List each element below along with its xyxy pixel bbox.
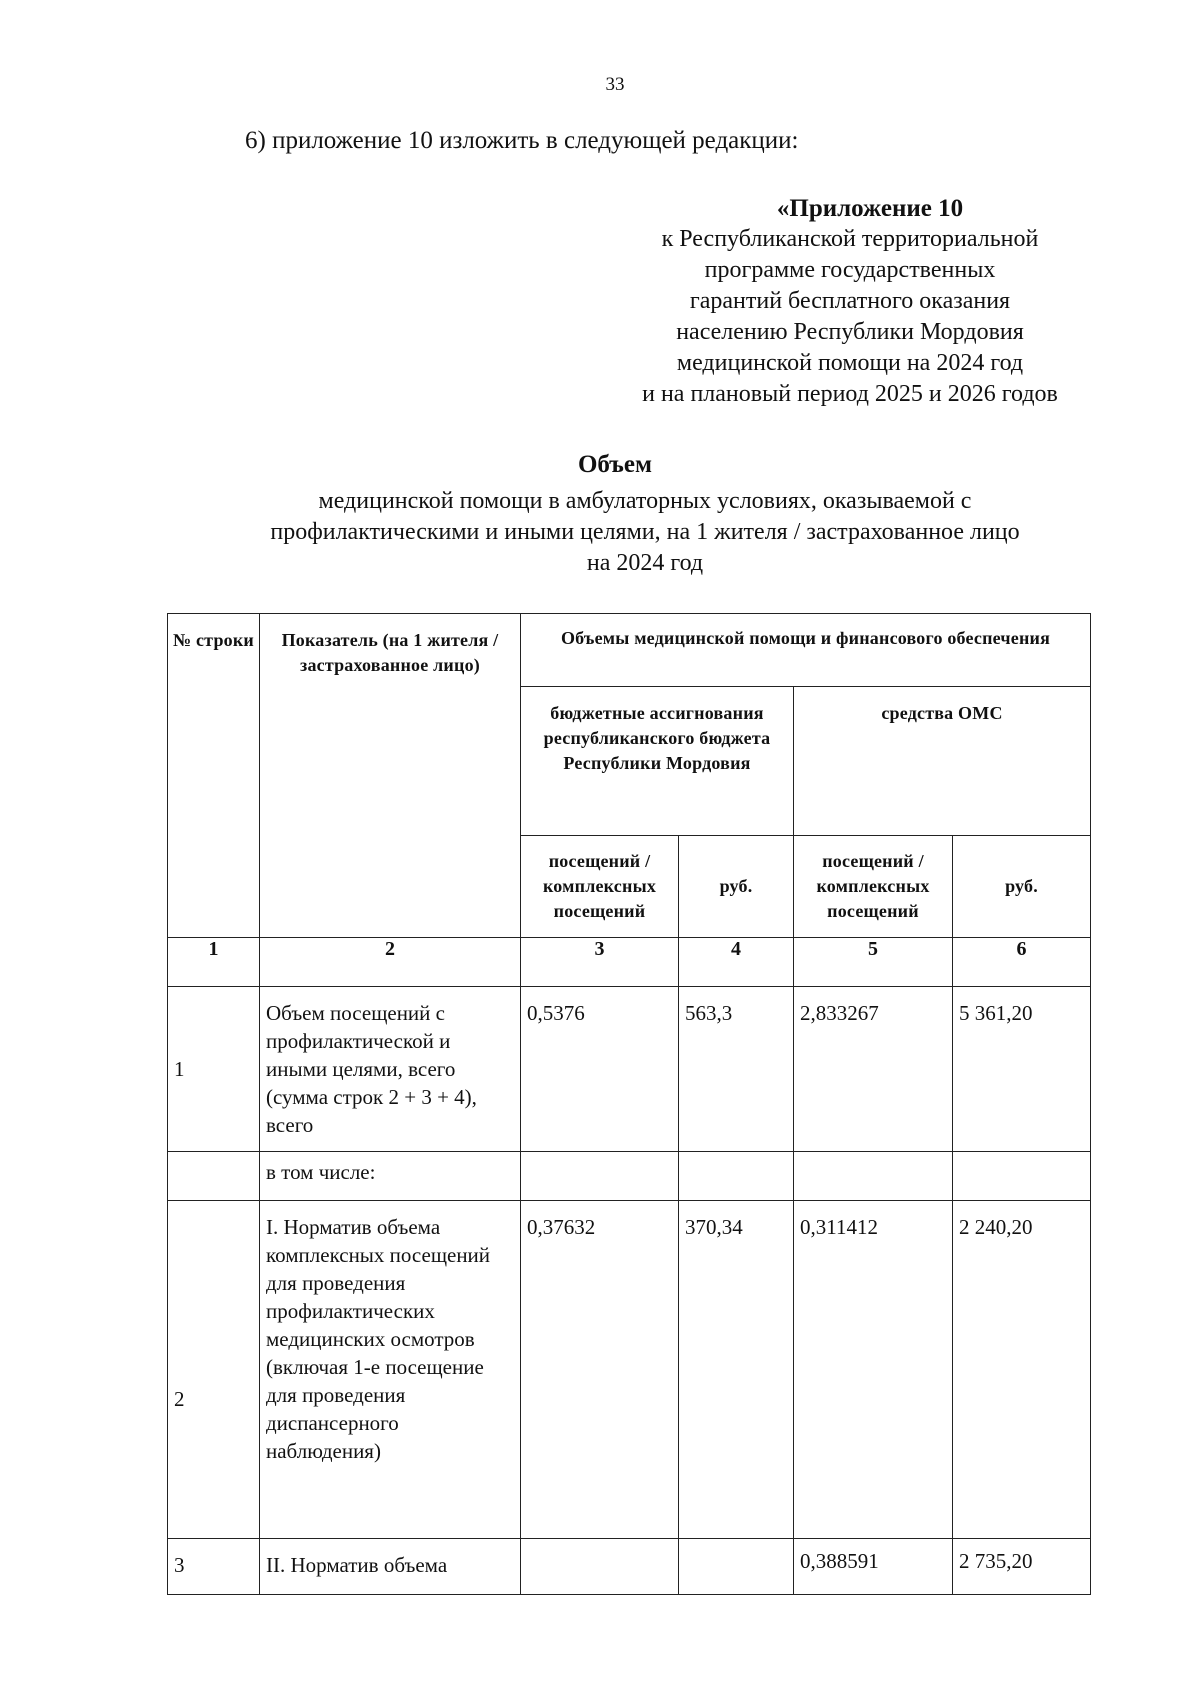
column-number: 1 <box>168 938 260 987</box>
row-indicator: Объем посещений с профилактической и иными целями, всего (сумма строк 2 + 3 + 4), всего <box>260 987 521 1152</box>
budget-visits-value <box>521 1539 679 1595</box>
row-indicator: в том числе: <box>260 1152 521 1201</box>
column-number-row <box>168 938 1091 987</box>
budget-visits-value <box>521 1152 679 1201</box>
intro-text: 6) приложение 10 изложить в следующей редакции: <box>245 127 799 154</box>
subtitle-line: медицинской помощи в амбулаторных условиях, оказываемой с <box>318 488 972 514</box>
budget-rub-value: 370,34 <box>679 1201 794 1539</box>
oms-rub-value <box>953 1152 1091 1201</box>
column-number: 6 <box>953 938 1091 987</box>
row-number: 2 <box>168 1201 260 1539</box>
column-number: 3 <box>521 938 679 987</box>
appendix-line: населению Республики Мордовия <box>676 319 1024 345</box>
header-oms-rub: руб. <box>953 836 1091 938</box>
appendix-line: медицинской помощи на 2024 год <box>676 350 1024 376</box>
appendix-header <box>600 193 1100 410</box>
budget-rub-value: 563,3 <box>679 987 794 1152</box>
header-indicator: Показатель (на 1 жителя / застрахованное лицо) <box>260 614 521 938</box>
header-oms-visits: посещений / комплексных посещений <box>794 836 953 938</box>
row-number <box>168 1152 260 1201</box>
oms-rub-value: 2 240,20 <box>953 1201 1091 1539</box>
row-number: 3 <box>168 1539 260 1595</box>
budget-visits-value: 0,5376 <box>521 987 679 1152</box>
oms-rub-value: 5 361,20 <box>953 987 1091 1152</box>
budget-visits-value: 0,37632 <box>521 1201 679 1539</box>
table-row <box>168 1201 1091 1539</box>
row-indicator: I. Норматив объема комплексных посещений для проведения профилактических медицинских осмотров (включая 1-е посещение для проведения диспансерного наблюдения) <box>260 1201 521 1539</box>
table-row <box>168 987 1091 1152</box>
appendix-line: и на плановый период 2025 и 2026 годов <box>642 381 1058 407</box>
appendix-line: программе государственных <box>704 257 996 283</box>
page-number: 33 <box>605 74 625 95</box>
row-number: 1 <box>168 987 260 1152</box>
appendix-title: «Приложение 10 <box>776 195 964 222</box>
column-number: 5 <box>794 938 953 987</box>
oms-visits-value: 0,388591 <box>794 1539 953 1595</box>
column-number: 2 <box>260 938 521 987</box>
document-title: Объем <box>577 451 653 478</box>
oms-visits-value: 2,833267 <box>794 987 953 1152</box>
volume-table <box>167 613 1091 1595</box>
table-row <box>168 1152 1091 1201</box>
oms-visits-value: 0,311412 <box>794 1201 953 1539</box>
oms-rub-value: 2 735,20 <box>953 1539 1091 1595</box>
header-budget-rub: руб. <box>679 836 794 938</box>
header-budget: бюджетные ассигнования республиканского бюджета Республики Мордовия <box>521 687 794 836</box>
subtitle-line: профилактическими и иными целями, на 1 жителя / застрахованное лицо <box>270 519 1020 545</box>
budget-rub-value <box>679 1152 794 1201</box>
subtitle-line: на 2024 год <box>586 550 704 576</box>
appendix-line: к Республиканской территориальной <box>661 226 1039 252</box>
header-oms: средства ОМС <box>794 687 1091 836</box>
header-volumes: Объемы медицинской помощи и финансового обеспечения <box>521 614 1091 687</box>
column-number: 4 <box>679 938 794 987</box>
appendix-line: гарантий бесплатного оказания <box>689 288 1011 314</box>
row-indicator: II. Норматив объема <box>260 1539 521 1595</box>
header-row-number: № строки <box>168 614 260 938</box>
table-row <box>168 1539 1091 1595</box>
budget-rub-value <box>679 1539 794 1595</box>
header-budget-visits: посещений / комплексных посещений <box>521 836 679 938</box>
oms-visits-value <box>794 1152 953 1201</box>
document-subtitle <box>190 486 1100 579</box>
